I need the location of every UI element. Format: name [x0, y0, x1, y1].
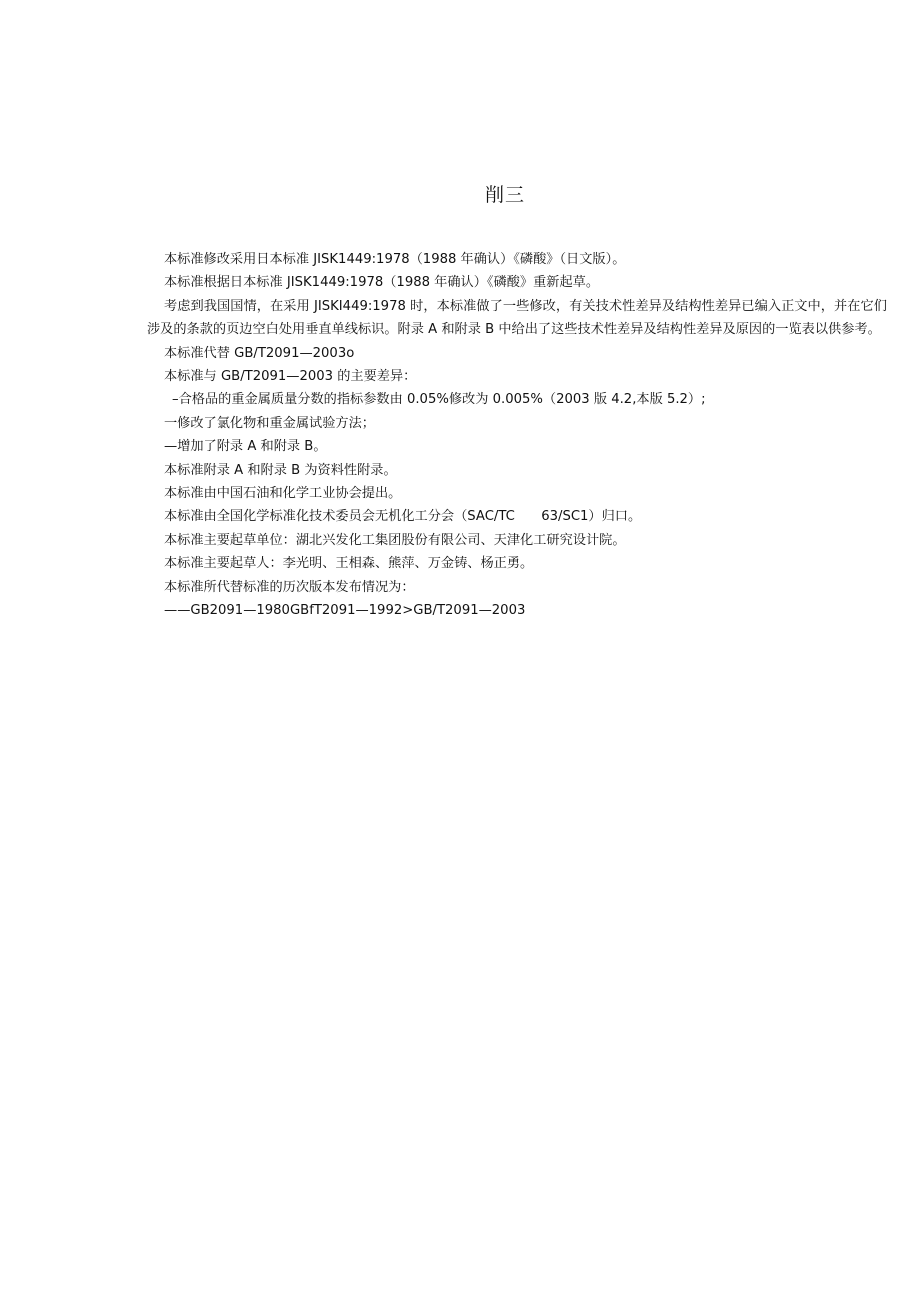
difference-item-annexes: —增加了附录 A 和附录 B。: [164, 439, 327, 455]
paragraph-history-heading: 本标准所代替标准的历次版本发布情况为：: [164, 579, 415, 595]
paragraph-responsible-committee: 本标准由全国化学标准化技术委员会无机化工分会（SAC/TC 63/SC1）归口。: [164, 509, 642, 525]
foreword-body: [147, 248, 887, 623]
paragraph-differences-heading: 本标准与 GB/T2091—2003 的主要差异：: [164, 369, 417, 385]
difference-item-test-methods: 一修改了氯化物和重金属试验方法；: [164, 415, 375, 431]
paragraph-replaces: 本标准代替 GB/T2091—2003o: [164, 345, 355, 361]
paragraph-annex-status: 本标准附录 A 和附录 B 为资料性附录。: [164, 462, 397, 478]
paragraph-drafters: 本标准主要起草人：李光明、王相森、熊萍、万金铸、杨正勇。: [164, 556, 534, 572]
paragraph-proposed-by: 本标准由中国石油和化学工业协会提出。: [164, 486, 402, 502]
paragraph-drafting-units: 本标准主要起草单位：湖北兴发化工集团股份有限公司、天津化工研究设计院。: [164, 532, 626, 548]
paragraph-modifications: 考虑到我国国情，在采用 JISKI449:1978 时，本标准做了一些修改，有关技术性差异及结构性差异已编入正文中，并在它们涉及的条款的页边空白处用垂直单线标识。附录 A 和附录 B 中给出了这些技术性差异及结构性差异及原因的一览表以供参考。: [147, 298, 887, 338]
paragraph-adoption: 本标准修改采用日本标准 JISK1449:1978（1988 年确认）《磷酸》（日文版）。: [164, 252, 626, 267]
paragraph-drafting-basis: 本标准根据日本标准 JISK1449:1978（1988 年确认）《磷酸》重新起草。: [164, 275, 600, 291]
paragraph-history-list: ——GB2091—1980GBfT2091—1992>GB/T2091—2003: [164, 603, 526, 619]
difference-item-heavy-metal: –合格品的重金属质量分数的指标参数由 0.05%修改为 0.005%（2003 版 4.2,本版 5.2）;: [172, 392, 706, 408]
page-title: 削三: [484, 184, 525, 206]
